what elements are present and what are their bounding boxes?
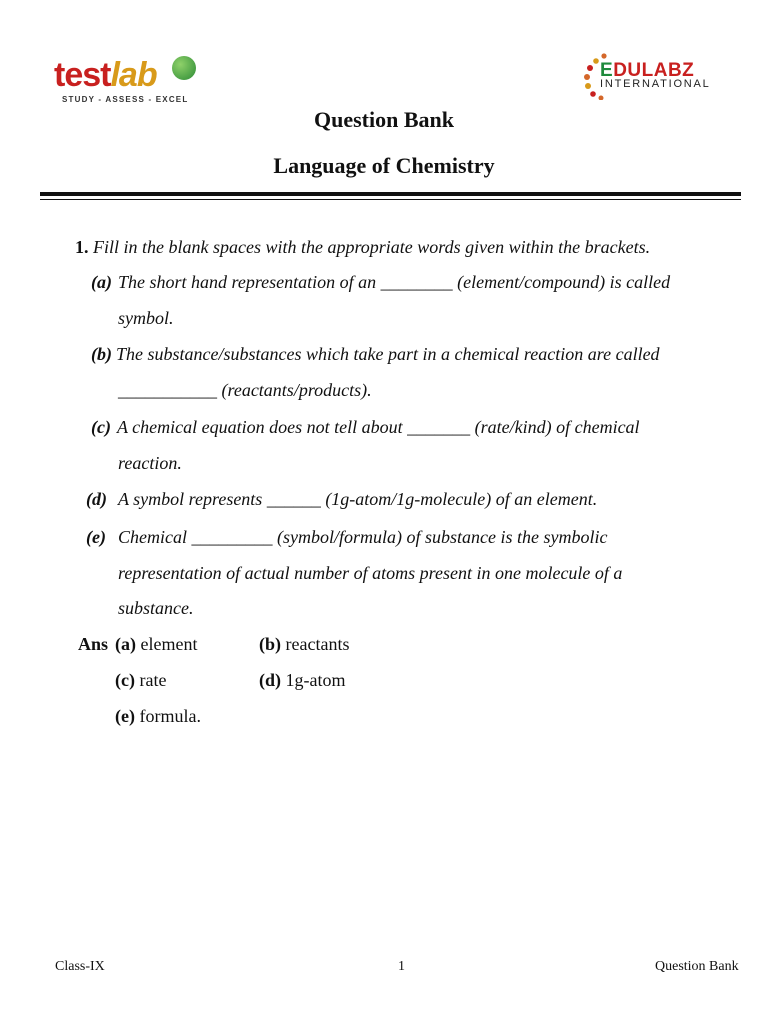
answer-item: (b) reactants [259,634,350,654]
part-text: symbol. [118,308,174,328]
part-text: Chemical _________ (symbol/formula) of substance is the symbolic [118,527,608,547]
page-number: 1 [398,959,405,974]
part-text: ___________ (reactants/products). [118,380,372,400]
answer-item: (c) rate [115,670,167,690]
part-text: A symbol represents ______ (1g-atom/1g-molecule) of an element. [118,489,598,509]
answer-item: (d) 1g-atom [259,670,346,690]
title-divider-thick [40,192,741,196]
part-text: The substance/substances which take part in a chemical reaction are called [116,344,660,364]
edulabz-subtitle: INTERNATIONAL [600,78,711,90]
page-title: Question Bank [314,107,454,132]
part-label: (b) [91,344,112,364]
part-text: representation of actual number of atoms present in one molecule of a [118,563,623,583]
answer-prefix: Ans [78,634,109,654]
part-text: substance. [118,598,194,618]
question-prompt: Fill in the blank spaces with the appropriate words given within the brackets. [93,237,651,257]
answer-item: (e) formula. [115,706,201,726]
testlabz-tagline: STUDY - ASSESS - EXCEL [62,95,189,104]
testlabz-wordmark: testlab [54,56,157,94]
testlabz-logo [54,54,194,110]
part-text: A chemical equation does not tell about _______ (rate/kind) of chemical [117,417,640,437]
part-label: (d) [86,489,107,509]
footer-class: Class-IX [55,959,105,974]
globe-icon [172,56,196,80]
part-label: (c) [91,417,111,437]
answer-item: (a) element [115,634,198,654]
question-prompt-line [75,236,650,258]
question-number: 1. [75,237,89,257]
part-label: (a) [91,272,112,292]
part-text: reaction. [118,453,182,473]
edulabz-logo [583,44,728,102]
chapter-title: Language of Chemistry [273,153,495,178]
edulabz-wordmark: EDULABZ [600,60,695,81]
part-text: The short hand representation of an ________ (element/compound) is called [118,272,671,292]
footer-title: Question Bank [655,959,739,974]
part-label: (e) [86,527,106,547]
title-divider-thin [40,199,741,200]
